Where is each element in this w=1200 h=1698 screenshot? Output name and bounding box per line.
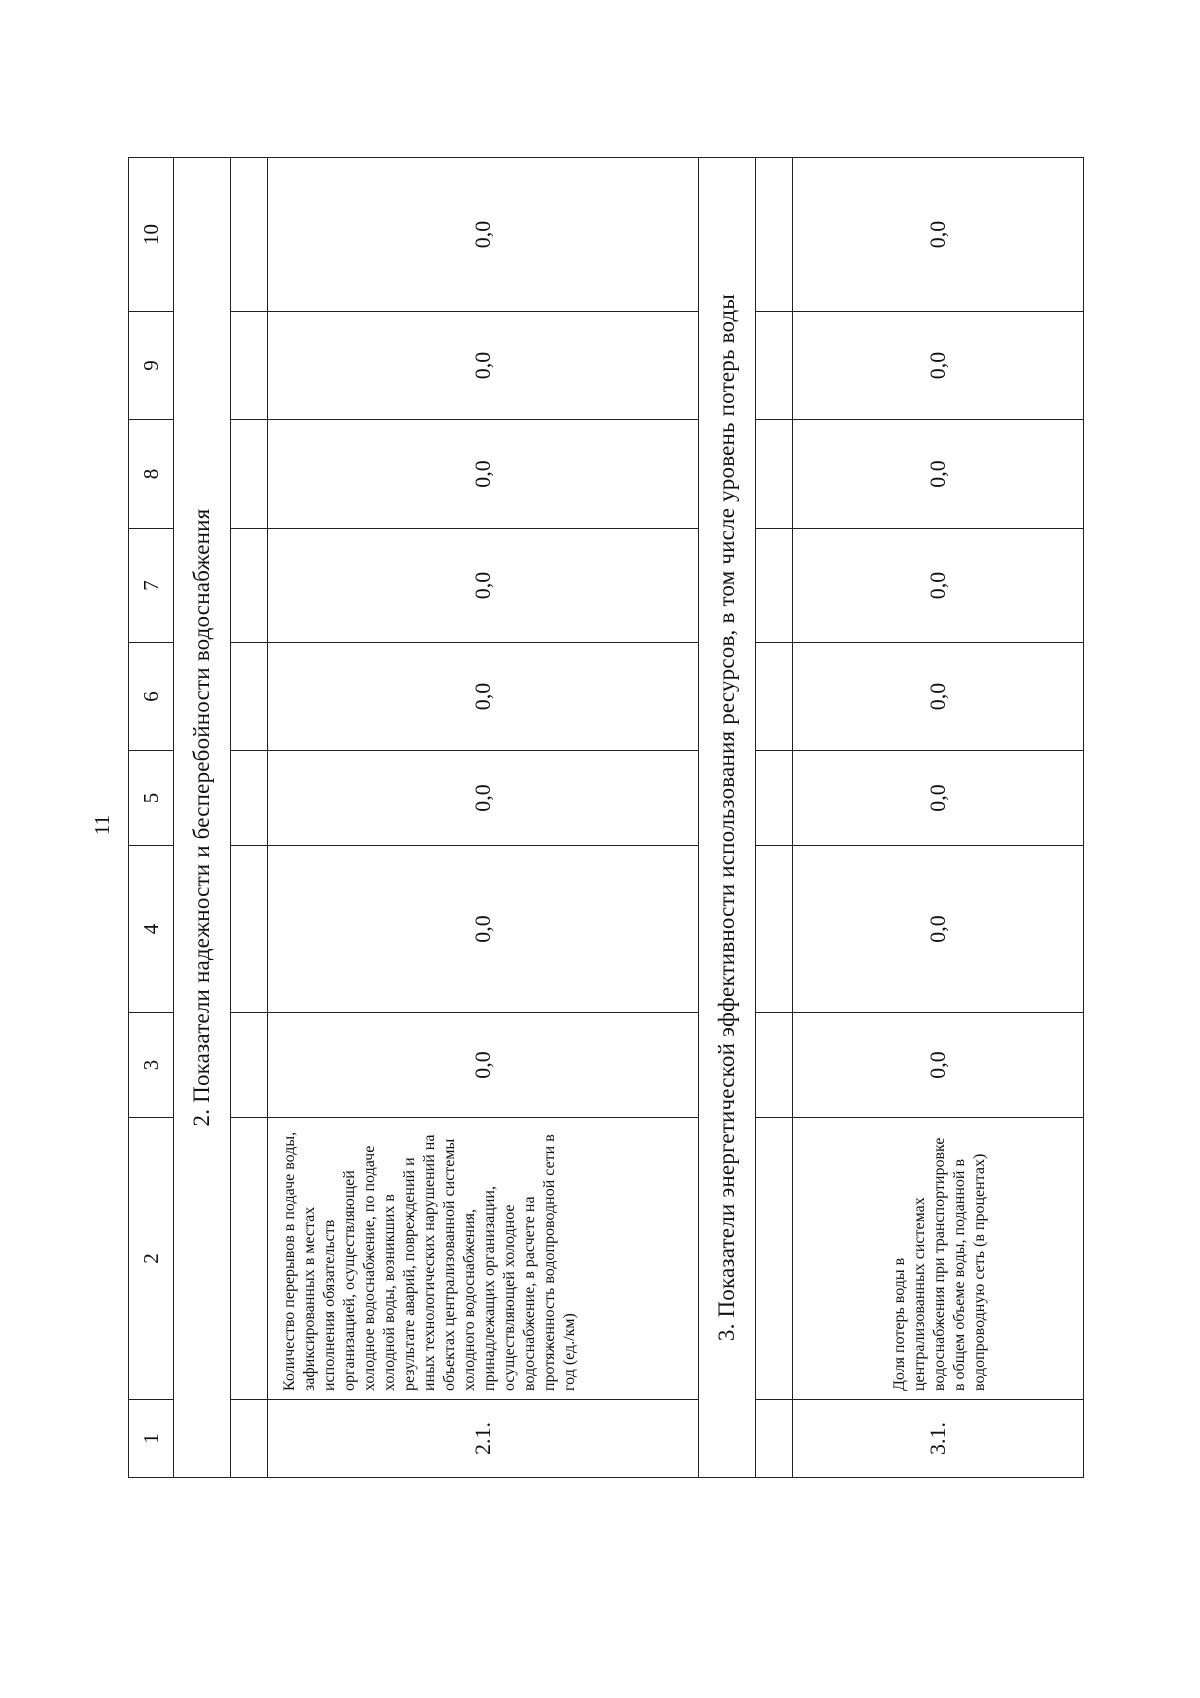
spacer-row: [756, 158, 793, 1478]
row-number: 2.1.: [268, 1400, 699, 1478]
empty-cell: [756, 158, 793, 312]
column-number: 10: [129, 158, 174, 312]
empty-cell: [756, 1013, 793, 1118]
column-number: 9: [129, 312, 174, 420]
empty-cell: [756, 1400, 793, 1478]
value-cell: 0,0: [268, 1013, 699, 1118]
empty-cell: [756, 312, 793, 420]
column-number: 2: [129, 1118, 174, 1400]
indicator-description: Доля потерь воды в централизованных системах водоснабжения при транспортировке в общем объеме воды, поданной в водопроводную сеть (в процентах): [793, 1118, 1084, 1400]
value-cell: 0,0: [793, 643, 1084, 751]
table-row: [268, 158, 699, 1478]
section-heading-row: [174, 158, 231, 1478]
empty-cell: [231, 846, 268, 1013]
empty-cell: [756, 529, 793, 643]
empty-cell: [756, 643, 793, 751]
section-heading-row: [699, 158, 756, 1478]
value-cell: 0,0: [793, 751, 1084, 846]
value-cell: 0,0: [793, 1013, 1084, 1118]
value-cell: 0,0: [793, 420, 1084, 529]
column-number: 3: [129, 1013, 174, 1118]
column-number: 4: [129, 846, 174, 1013]
empty-cell: [231, 529, 268, 643]
column-number: 7: [129, 529, 174, 643]
value-cell: 0,0: [268, 420, 699, 529]
value-cell: 0,0: [793, 312, 1084, 420]
empty-cell: [231, 1013, 268, 1118]
value-cell: 0,0: [268, 529, 699, 643]
spacer-row: [231, 158, 268, 1478]
value-cell: 0,0: [268, 158, 699, 312]
column-number: 6: [129, 643, 174, 751]
empty-cell: [756, 1118, 793, 1400]
empty-cell: [231, 312, 268, 420]
section-title-energy-efficiency: 3. Показатели энергетической эффективности использования ресурсов, в том числе уровень потерь воды: [699, 158, 756, 1478]
empty-cell: [756, 751, 793, 846]
indicators-table: [128, 157, 1084, 1478]
value-cell: 0,0: [793, 158, 1084, 312]
column-number: 1: [129, 1400, 174, 1478]
empty-cell: [231, 158, 268, 312]
value-cell: 0,0: [268, 643, 699, 751]
empty-cell: [756, 420, 793, 529]
value-cell: 0,0: [793, 529, 1084, 643]
empty-cell: [231, 1118, 268, 1400]
empty-cell: [231, 643, 268, 751]
empty-cell: [231, 1400, 268, 1478]
column-number: 8: [129, 420, 174, 529]
rotated-table-wrapper: [128, 158, 1080, 1478]
value-cell: 0,0: [793, 846, 1084, 1013]
column-number: 5: [129, 751, 174, 846]
page-number: 11: [90, 814, 114, 836]
section-title-reliability: 2. Показатели надежности и бесперебойности водоснабжения: [174, 158, 231, 1478]
row-number: 3.1.: [793, 1400, 1084, 1478]
empty-cell: [231, 420, 268, 529]
empty-cell: [231, 751, 268, 846]
value-cell: 0,0: [268, 846, 699, 1013]
column-number-row: [129, 158, 174, 1478]
table-row: [793, 158, 1084, 1478]
indicator-description: Количество перерывов в подаче воды, зафиксированных в местах исполнения обязательств организацией, осуществляющей холодное водоснабжение, по подаче холодной воды, возникших в результате аварий, повреждений и иных технологических нарушений на объектах централизованной системы холодного водоснабжения, принадлежащих организации, осуществляющей холодное водоснабжение, в расчете на протяженность водопроводной сети в год (ед./км): [268, 1118, 699, 1400]
empty-cell: [756, 846, 793, 1013]
value-cell: 0,0: [268, 751, 699, 846]
value-cell: 0,0: [268, 312, 699, 420]
